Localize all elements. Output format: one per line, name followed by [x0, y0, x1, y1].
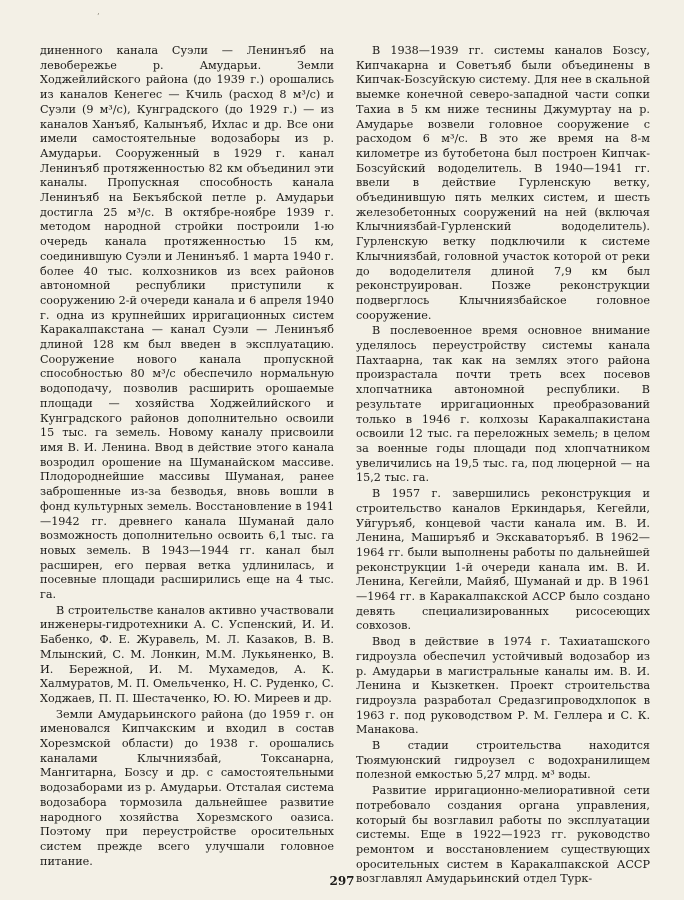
paragraph: Земли Амударьинского района (до 1959 г. он именовался Кипчакским и входил в состав Хорезмской области) до 1938 г. орошались каналами Клычниязбай, Токсанарна, Мангитарна, Бозсу и др. с самостоятельными водозаборами из р. Амударьи. Отсталая система водозабора тормозила дальнейшее развитие народного хозяйства Хорезмского оазиса. Поэтому при переустройстве оросительных систем прежде всего улучшали головное питание.	[40, 707, 334, 868]
paragraph: В строительстве каналов активно участвовали инженеры-гидротехники А. С. Успенский, И. И. Бабенко, Ф. Е. Журавель, М. Л. Казаков, В. В. Млынский, С. М. Лонкин, М.М. Лукьяненко, В. И. Бережной, И. М. Мухамедов, А. К. Халмуратов, М. П. Омельченко, Н. С. Руденко, С. Ходжаев, П. П. Шестаченко, Ю. Ю. Миреев и др.	[40, 603, 334, 705]
page-mark: ’	[97, 12, 100, 21]
paragraph: Ввод в действие в 1974 г. Тахиаташского гидроузла обеспечил устойчивый водозабор из р. Амударьи в магистральные каналы им. В. И. Ленина и Кызкеткен. Проект строительства гидроузла разработал Средазгипроводхлопок в 1963 г. под руководством Р. М. Геллера и С. К. Манакова.	[356, 635, 650, 737]
right-column	[356, 44, 650, 887]
paragraph: Развитие ирригационно-мелиоративной сети потребовало создания органа управления, который бы возглавил работы по эксплуатации системы. Еще в 1922—1923 гг. руководство ремонтом и восстановлением существующих оросительных систем в Каракалпакской АССР возглавлял Амударьинский отдел Турк-	[356, 784, 650, 886]
paragraph: В стадии строительства находится Тюямуюнский гидроузел с водохранилищем полезной емкостью 5,27 млрд. м³ воды.	[356, 739, 650, 782]
paragraph: В 1957 г. завершились реконструкция и строительство каналов Еркиндарья, Кегейли, Уйгуръяб, концевой части канала им. В. И. Ленина, Маширъяб и Экскаваторъяб. В 1962—1964 гг. были выполнены работы по дальнейшей реконструкции 1-й очереди канала им. В. И. Ленина, Кегейли, Майяб, Шуманай и др. В 1961—1964 гг. в Каракалпакской АССР было создано девять специализированных рисосеющих совхозов.	[356, 487, 650, 633]
paragraph: диненного канала Суэли — Ленинъяб на левобережье р. Амударьи. Земли Ходжейлийского района (до 1939 г.) орошались из каналов Кенегес — Кчиль (расход 8 м³/с) и Суэли (9 м³/с), Кунградского (до 1929 г.) — из каналов Ханъяб, Калынъяб, Ихлас и др. Все они имели самостоятельные водозаборы из р. Амударьи. Сооруженный в 1929 г. канал Ленинъяб протяженностью 82 км объединил эти каналы. Пропускная способность канала Ленинъяб на Бекъябской петле р. Амударьи достигла 25 м³/с. В октябре-ноябре 1939 г. методом народной стройки построили 1-ю очередь канала протяженностью 15 км, соединившую Суэли и Ленинъяб. 1 марта 1940 г. более 40 тыс. колхозников из всех районов автономной республики приступили к сооружению 2-й очереди канала и 6 апреля 1940 г. одна из крупнейших ирригационных систем Каракалпакстана — канал Суэли — Ленинъяб длиной 128 км был введен в эксплуатацию. Сооружение нового канала пропускной способностью 80 м³/с обеспечило нормальную водоподачу, позволив расширить орошаемые площади — хозяйства Ходжейлийского и Кунградского районов дополнительно освоили 15 тыс. га земель. Новому каналу присвоили имя В. И. Ленина. Ввод в действие этого канала возродил орошение на Шуманайском массиве. Плодороднейшие массивы Шуманая, ранее заброшенные из-за безводья, вновь вошли в фонд культурных земель. Восстановление в 1941—1942 гг. древнего канала Шуманай дало возможность дополнительно освоить 6,1 тыс. га новых земель. В 1943—1944 гг. канал был расширен, его первая ветка удлинилась, и посевные площади расширились еще на 4 тыс. га.	[40, 44, 334, 602]
paragraph: В 1938—1939 гг. системы каналов Бозсу, Кипчакарна и Советъяб были объединены в Кипчак-Бозсуйскую систему. Для нее в скальной выемке конечной северо-западной части сопки Тахиа в 5 км ниже теснины Джумуртау на р. Амударье возвели головное сооружение с расходом 6 м³/с. В это же время на 8-м километре из бутобетона был построен Кипчак-Бозсуйский вододелитель. В 1940—1941 гг. ввели в действие Гурленскую ветку, объединившую пять мелких систем, и шесть железобетонных сооружений на ней (включая Клычниязбай-Гурленский вододелитель). Гурленскую ветку подключили к системе Клычниязбай, головной участок которой от реки до вододелителя длиной 7,9 км был реконструирован. Позже реконструкции подверглось Клычниязбайское головное сооружение.	[356, 44, 650, 322]
page-number: 297	[329, 874, 355, 888]
paragraph: В послевоенное время основное внимание уделялось переустройству системы канала Пахтаарна, так как на землях этого района произрастала почти треть всех посевов хлопчатника автономной республики. В результате ирригационных преобразований только в 1946 г. колхозы Каракалпакистана освоили 12 тыс. га переложных земель; в целом за военные годы площади под хлопчатником увеличились на 19,5 тыс. га, под люцерной — на 15,2 тыс. га.	[356, 324, 650, 485]
left-column	[40, 44, 334, 869]
